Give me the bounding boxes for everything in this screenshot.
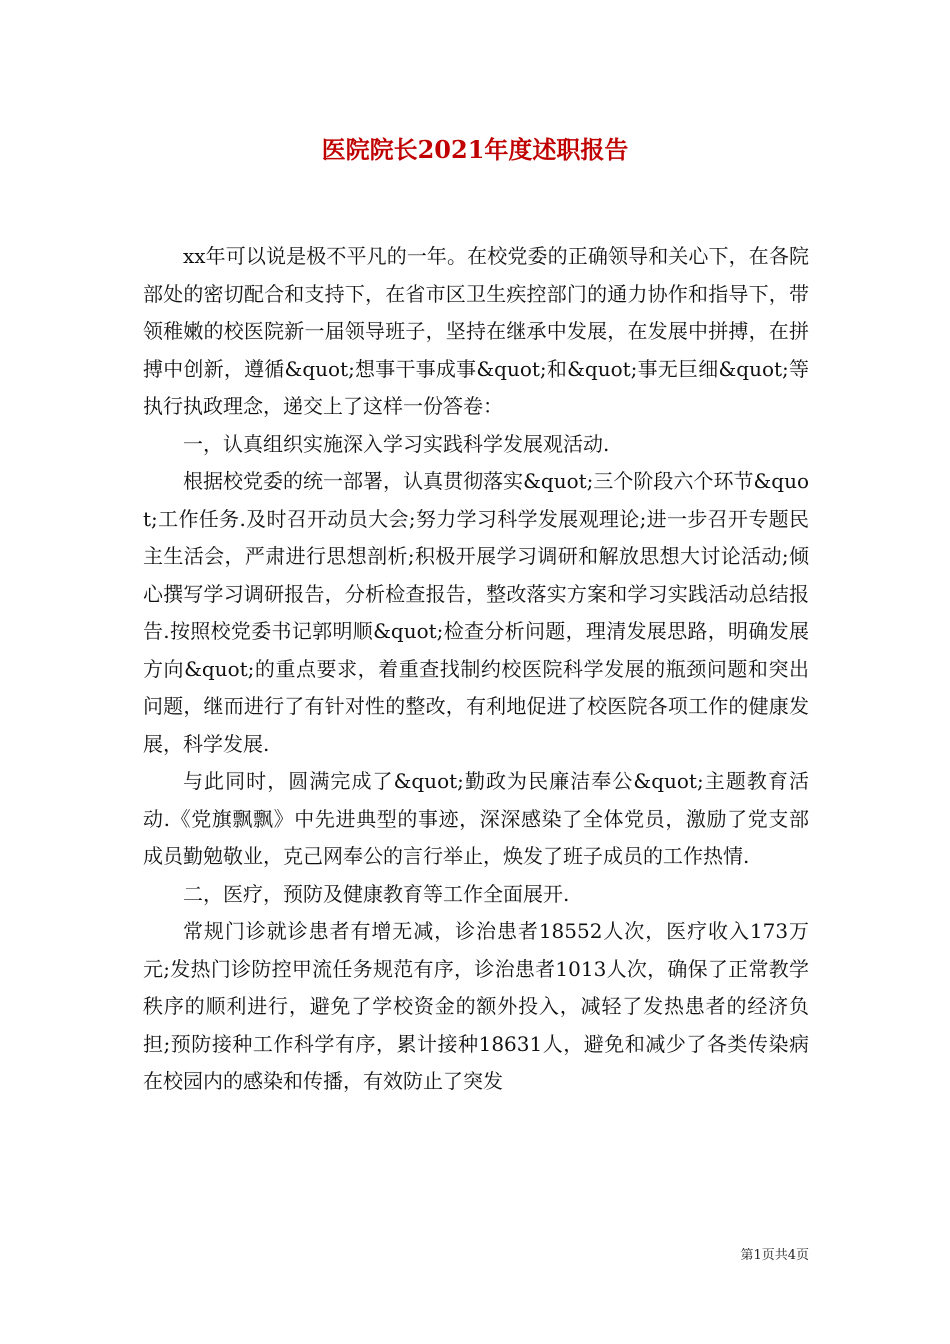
document-title: 医院院长2021年度述职报告 xyxy=(321,135,629,164)
paragraph-intro: xx年可以说是极不平凡的一年。在校党委的正确领导和关心下，在各院部处的密切配合和支持下，在省市区卫生疾控部门的通力协作和指导下，带领稚嫩的校医院新一届领导班子，坚持在继承中发展，在发展中拼搏，在拼搏中创新，遵循&quot;想事干事成事&quot;和&quot;事无巨细&quot;等执行执政理念，递交上了这样一份答卷： xyxy=(143,244,809,418)
page-number: 第1页共4页 xyxy=(740,1248,809,1263)
paragraph-section-1: 根据校党委的统一部署，认真贯彻落实&quot;三个阶段六个环节&quot;工作任务.及时召开动员大会;努力学习科学发展观理论;进一步召开专题民主生活会，严肃进行思想剖析;积极开展学习调研和解放思想大讨论活动;倾心撰写学习调研报告，分析检查报告，整改落实方案和学习实践活动总结报告.按照校党委书记郭明顺&quot;检查分析问题，理清发展思路，明确发展方向&quot;的重点要求，着重查找制约校医院科学发展的瓶颈问题和突出问题，继而进行了有针对性的整改，有利地促进了校医院各项工作的健康发展，科学发展. xyxy=(143,469,809,756)
document-body xyxy=(143,238,809,1101)
section-heading-2: 二，医疗，预防及健康教育等工作全面展开. xyxy=(183,881,570,906)
section-heading-1: 一，认真组织实施深入学习实践科学发展观活动. xyxy=(183,431,610,456)
paragraph-section-2: 常规门诊就诊患者有增无减，诊治患者18552人次，医疗收入173万元;发热门诊防控甲流任务规范有序，诊治患者1013人次，确保了正常教学秩序的顺利进行，避免了学校资金的额外投入，减轻了发热患者的经济负担;预防接种工作科学有序，累计接种18631人，避免和减少了各类传染病在校园内的感染和传播，有效防止了突发 xyxy=(143,919,809,1093)
paragraph-section-1-cont: 与此同时，圆满完成了&quot;勤政为民廉洁奉公&quot;主题教育活动.《党旗飘飘》中先进典型的事迹，深深感染了全体党员，激励了党支部成员勤勉敬业，克己网奉公的言行举止，焕发了班子成员的工作热情. xyxy=(143,769,809,868)
